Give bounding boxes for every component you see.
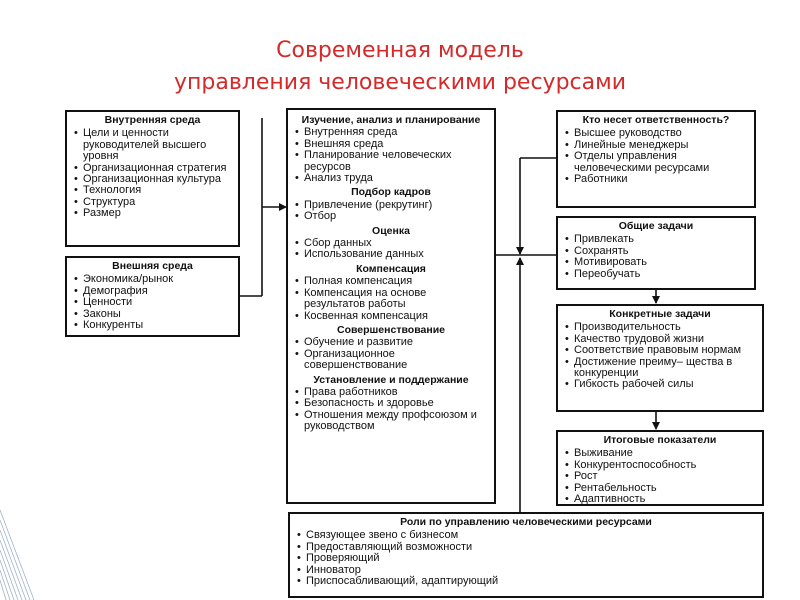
activity-item: • Права работников [294, 387, 488, 398]
hr-activities-sections [294, 115, 488, 433]
activity-item: • Внутренняя среда [294, 127, 488, 138]
results-item: • Рентабельность [564, 483, 756, 494]
internal-item: • Структура [73, 197, 232, 208]
results-item: • Рост [564, 471, 756, 482]
general-tasks-item: • Привлекать [564, 234, 748, 245]
activity-section-heading: Подбор кадров [351, 186, 431, 199]
specific-tasks-item: • Производительность [564, 322, 756, 333]
responsible-item: • Работники [564, 174, 748, 185]
activity-item: • Привлечение (рекрутинг) [294, 200, 488, 211]
activity-item: • Компенсация на основе результатов работы [294, 288, 488, 311]
activity-section-heading: Совершенствование [336, 323, 445, 336]
results-list [564, 448, 756, 505]
general-tasks-box [556, 216, 756, 290]
internal-list [73, 128, 232, 219]
general-tasks-list [564, 234, 748, 280]
activity-item: • Планирование человеческих ресурсов [294, 150, 488, 173]
roles-list [296, 530, 756, 587]
activity-section-list [294, 127, 488, 184]
specific-tasks-list [564, 322, 756, 390]
external-environment-box [65, 256, 240, 337]
slide-title-line1: Современная модель [276, 38, 524, 63]
specific-tasks-item: • Гибкость рабочей силы [564, 379, 756, 390]
external-list [73, 274, 232, 331]
internal-item: • Организационная культура [73, 174, 232, 185]
specific-tasks-heading: Конкретные задачи [609, 308, 711, 320]
activity-item: • Обучение и развитие [294, 337, 488, 348]
responsible-item: • Высшее руководство [564, 128, 748, 139]
activity-item: • Полная компенсация [294, 276, 488, 287]
internal-item: • Технология [73, 185, 232, 196]
results-item: • Конкурентоспособность [564, 460, 756, 471]
activity-item: • Отбор [294, 211, 488, 222]
activity-item: • Отношения между профсоюзом и руководством [294, 410, 488, 433]
responsible-heading: Кто несет ответственность? [582, 114, 730, 126]
activity-section-heading: Оценка [372, 224, 410, 237]
results-heading: Итоговые показатели [603, 434, 717, 446]
internal-item: • Размер [73, 208, 232, 219]
roles-item: • Инноватор [296, 565, 756, 576]
activity-section-heading: Установление и поддержание [313, 373, 469, 386]
activity-section-list [294, 238, 488, 261]
activity-section-list [294, 200, 488, 223]
activity-section-list [294, 387, 488, 433]
external-item: • Демография [73, 286, 232, 297]
general-tasks-item: • Сохранять [564, 246, 748, 257]
specific-tasks-item: • Соответствие правовым нормам [564, 345, 756, 356]
external-item: • Конкуренты [73, 320, 232, 331]
slide-title-line2: управления человеческими ресурсами [173, 70, 627, 95]
external-item: • Экономика/рынок [73, 274, 232, 285]
internal-environment-box [65, 110, 240, 247]
activity-section-list [294, 337, 488, 371]
hr-roles-box [288, 512, 764, 598]
roles-item: • Связующее звено с бизнесом [296, 530, 756, 541]
responsible-item: • Линейные менеджеры [564, 140, 748, 151]
internal-item: • Организационная стратегия [73, 163, 232, 174]
general-tasks-heading: Общие задачи [618, 220, 694, 232]
roles-item: • Предоставляющий возможности [296, 542, 756, 553]
corner-decoration [0, 490, 40, 600]
internal-heading: Внутренняя среда [104, 114, 201, 126]
general-tasks-item: • Мотивировать [564, 257, 748, 268]
internal-item: • Цели и ценности руководителей высшего уровня [73, 128, 232, 162]
responsible-item: • Отделы управления человеческими ресурсами [564, 151, 748, 174]
results-item: • Выживание [564, 448, 756, 459]
specific-tasks-item: • Качество трудовой жизни [564, 334, 756, 345]
specific-tasks-item: • Достижение преиму– щества в конкуренции [564, 357, 756, 380]
activity-item: • Косвенная компенсация [294, 311, 488, 322]
external-heading: Внешняя среда [112, 260, 193, 272]
activity-section-heading: Компенсация [356, 262, 426, 275]
activity-item: • Организационное совершенствование [294, 349, 488, 372]
results-box [556, 430, 764, 506]
activity-section-heading: Изучение, анализ и планирование [301, 114, 481, 126]
roles-item: • Проверяющий [296, 553, 756, 564]
activity-item: • Безопасность и здоровье [294, 398, 488, 409]
external-item: • Ценности [73, 297, 232, 308]
general-tasks-item: • Переобучать [564, 269, 748, 280]
hr-activities-box [286, 108, 496, 504]
specific-tasks-box [556, 304, 764, 412]
activity-item: • Сбор данных [294, 238, 488, 249]
external-item: • Законы [73, 309, 232, 320]
roles-item: • Приспосабливающий, адаптирующий [296, 576, 756, 587]
responsibility-box [556, 110, 756, 208]
results-item: • Адаптивность [564, 494, 756, 505]
activity-item: • Внешняя среда [294, 139, 488, 150]
responsible-list [564, 128, 748, 185]
roles-heading: Роли по управлению человеческими ресурсами [400, 516, 652, 528]
activity-item: • Использование данных [294, 249, 488, 260]
activity-item: • Анализ труда [294, 173, 488, 184]
activity-section-list [294, 276, 488, 322]
